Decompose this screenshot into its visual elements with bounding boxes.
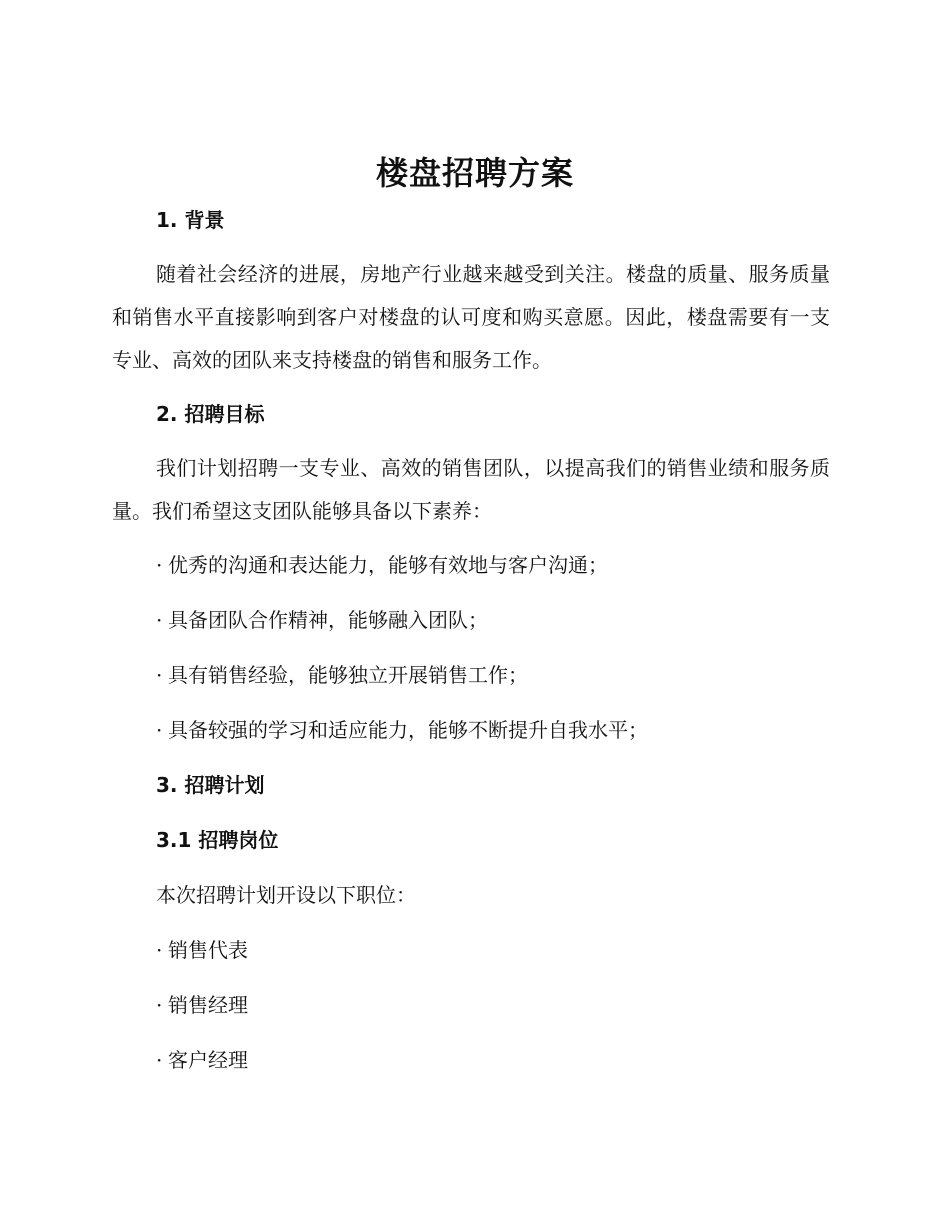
positions-paragraph: 本次招聘计划开设以下职位： [156, 883, 416, 907]
document-title: 楼盘招聘方案 [375, 154, 574, 192]
section-heading-recruitment-plan: 3. 招聘计划 [156, 773, 265, 797]
bullet-icon: · [156, 608, 163, 632]
bullet-icon: · [156, 553, 163, 577]
list-item-text: 具备较强的学习和适应能力，能够不断提升自我水平； [168, 718, 648, 742]
list-item-text: 具备团队合作精神，能够融入团队； [168, 608, 488, 632]
section-heading-positions: 3.1 招聘岗位 [156, 828, 279, 852]
list-item-text: 销售经理 [168, 993, 248, 1017]
list-item [112, 715, 874, 745]
list-item-text: 具有销售经验，能够独立开展销售工作； [168, 663, 528, 687]
list-item [112, 605, 874, 635]
background-paragraph: 随着社会经济的进展，房地产行业越来越受到关注。楼盘的质量、服务质量和销售水平直接影响到客户对楼盘的认可度和购买意愿。因此，楼盘需要有一支专业、高效的团队来支持楼盘的销售和服务工作。 [112, 262, 830, 372]
list-item-text: 客户经理 [168, 1048, 248, 1072]
list-item [112, 550, 874, 580]
list-item [112, 660, 874, 690]
list-item [112, 990, 874, 1020]
bullet-icon: · [156, 663, 163, 687]
bullet-icon: · [156, 938, 163, 962]
section-heading-recruitment-goal: 2. 招聘目标 [156, 402, 265, 426]
section-heading-background: 1. 背景 [156, 208, 225, 232]
bullet-icon: · [156, 1048, 163, 1072]
goal-paragraph: 我们计划招聘一支专业、高效的销售团队，以提高我们的销售业绩和服务质量。我们希望这支团队能够具备以下素养： [112, 456, 830, 523]
list-item-text: 优秀的沟通和表达能力，能够有效地与客户沟通； [168, 553, 608, 577]
bullet-icon: · [156, 993, 163, 1017]
list-item [112, 1045, 874, 1075]
bullet-icon: · [156, 718, 163, 742]
list-item-text: 销售代表 [168, 938, 248, 962]
list-item [112, 935, 874, 965]
